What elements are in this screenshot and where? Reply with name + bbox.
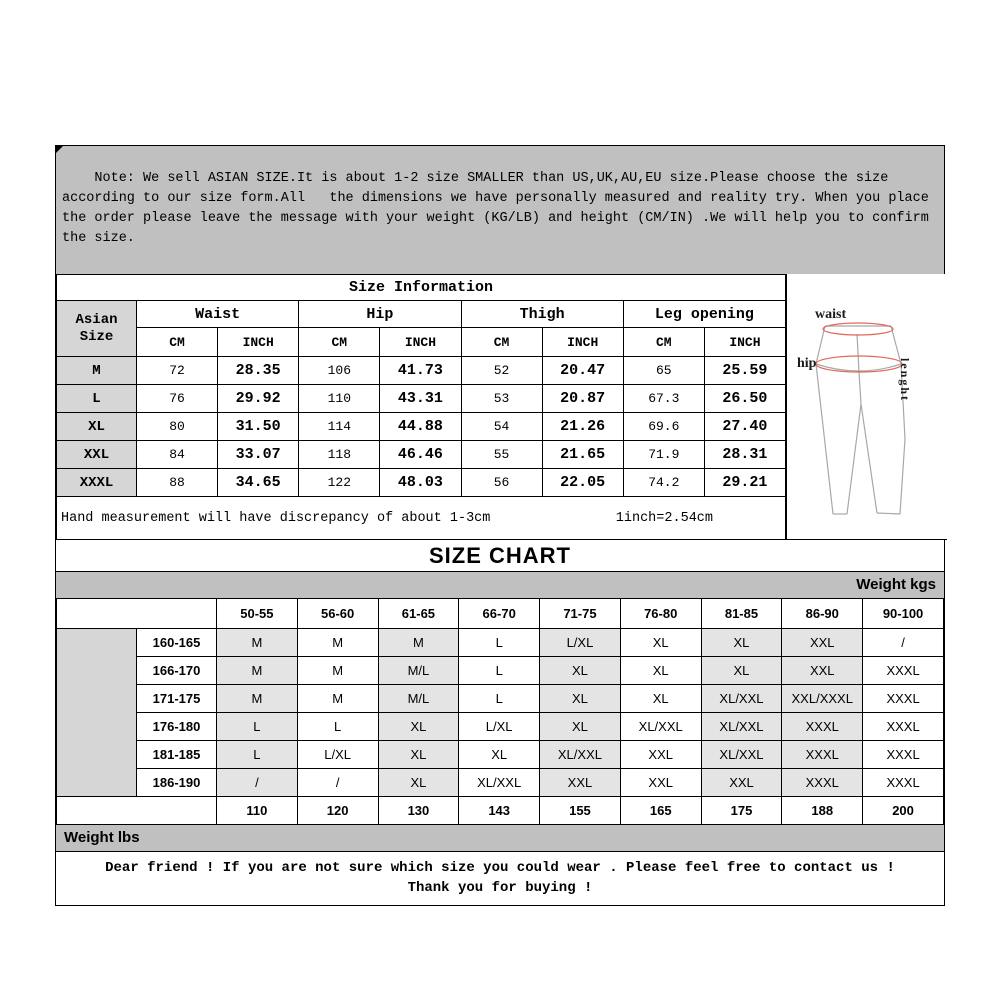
size-recommendation-cell: XL	[378, 741, 459, 769]
size-recommendation-cell: XL	[540, 685, 621, 713]
pants-illustration	[787, 274, 947, 539]
size-recommendation-cell: XXL	[540, 769, 621, 797]
size-recommendation-cell: M	[217, 685, 298, 713]
weight-range-header: 76-80	[620, 599, 701, 629]
cm-value: 69.6	[623, 413, 704, 441]
size-recommendation-cell: XXXL	[863, 657, 944, 685]
weight-range-header: 90-100	[863, 599, 944, 629]
size-recommendation-cell: XXL	[782, 657, 863, 685]
unit-header-row	[57, 328, 786, 357]
size-recommendation-cell: L	[217, 741, 298, 769]
height-range-header: 166-170	[137, 657, 217, 685]
lbs-spacer-cell	[57, 797, 217, 825]
inch-value: 29.21	[704, 469, 785, 497]
matrix-corner-cell	[57, 599, 217, 629]
height-range-header: 176-180	[137, 713, 217, 741]
size-info-row	[57, 413, 786, 441]
size-info-row	[57, 357, 786, 385]
cm-value: 55	[461, 441, 542, 469]
size-recommendation-cell: XL	[620, 657, 701, 685]
cm-value: 53	[461, 385, 542, 413]
inch-value: 41.73	[380, 357, 461, 385]
height-range-header: 160-165	[137, 629, 217, 657]
cm-value: 54	[461, 413, 542, 441]
unit-header-cell: CM	[461, 328, 542, 357]
inch-value: 20.47	[542, 357, 623, 385]
height-range-header: 186-190	[137, 769, 217, 797]
size-recommendation-cell: L	[459, 685, 540, 713]
size-recommendation-cell: /	[217, 769, 298, 797]
size-recommendation-cell: XXXL	[863, 769, 944, 797]
unit-header-cell: CM	[299, 328, 380, 357]
weight-lbs-bar	[56, 825, 944, 851]
pants-outline	[816, 326, 905, 514]
cm-value: 88	[137, 469, 218, 497]
weight-lbs-value: 143	[459, 797, 540, 825]
size-recommendation-cell: /	[297, 769, 378, 797]
weight-range-header: 61-65	[378, 599, 459, 629]
size-recommendation-cell: XXL/XXXL	[782, 685, 863, 713]
weight-range-header: 86-90	[782, 599, 863, 629]
cm-value: 76	[137, 385, 218, 413]
size-recommendation-cell: L	[459, 657, 540, 685]
inch-value: 46.46	[380, 441, 461, 469]
inch-conversion-note: 1inch=2.54cm	[615, 510, 713, 526]
inch-value: 43.31	[380, 385, 461, 413]
weight-kgs-label: Weight kgs	[856, 576, 936, 593]
group-header-row	[57, 301, 786, 328]
size-chart-row	[57, 685, 944, 713]
hip-label: hip	[797, 356, 817, 371]
size-recommendation-cell: XL/XXL	[701, 713, 782, 741]
size-info-row	[57, 385, 786, 413]
inch-value: 33.07	[218, 441, 299, 469]
weight-header-row	[57, 599, 944, 629]
size-recommendation-cell: M	[297, 685, 378, 713]
size-recommendation-cell: M/L	[378, 657, 459, 685]
weight-range-header: 56-60	[297, 599, 378, 629]
cm-value: 84	[137, 441, 218, 469]
size-recommendation-cell: XL	[378, 713, 459, 741]
weight-lbs-value: 200	[863, 797, 944, 825]
size-recommendation-cell: XL	[540, 657, 621, 685]
size-recommendation-cell: XXXL	[782, 769, 863, 797]
size-chart-row	[57, 741, 944, 769]
asian-size-value: XXL	[57, 441, 137, 469]
cm-value: 52	[461, 357, 542, 385]
size-chart-row	[57, 769, 944, 797]
unit-header-cell: INCH	[704, 328, 785, 357]
inch-value: 26.50	[704, 385, 785, 413]
footer-message	[56, 851, 944, 905]
size-recommendation-cell: M	[217, 657, 298, 685]
size-recommendation-cell: L/XL	[540, 629, 621, 657]
note-text: Note: We sell ASIAN SIZE.It is about 1-2 size SMALLER than US,UK,AU,EU size.Please choose the size according to our size form.All the dimensions we have personally measured and reality try. When you place the order please leave the message with your weight (KG/LB) and height (CM/IN) .We will help you to confirm the size.	[62, 171, 937, 246]
cm-value: 65	[623, 357, 704, 385]
cm-value: 114	[299, 413, 380, 441]
weight-kgs-bar	[56, 572, 944, 598]
size-recommendation-cell: XL	[378, 769, 459, 797]
asian-size-value: L	[57, 385, 137, 413]
size-recommendation-cell: XXXL	[863, 741, 944, 769]
size-recommendation-cell: XL/XXL	[540, 741, 621, 769]
asian-size-value: M	[57, 357, 137, 385]
size-recommendation-cell: XL	[459, 741, 540, 769]
cm-value: 67.3	[623, 385, 704, 413]
size-recommendation-cell: XL/XXL	[701, 685, 782, 713]
left-spacer-cell	[57, 629, 137, 797]
weight-lbs-label: Weight lbs	[64, 829, 140, 846]
size-information-table	[56, 274, 786, 540]
size-information-section	[56, 274, 944, 540]
asian-size-header: Asian Size	[57, 301, 137, 357]
cm-value: 106	[299, 357, 380, 385]
thigh-header: Thigh	[461, 301, 623, 328]
size-recommendation-cell: L	[459, 629, 540, 657]
size-recommendation-cell: XL/XXL	[459, 769, 540, 797]
size-chart-row	[57, 657, 944, 685]
corner-mark	[55, 145, 64, 154]
inch-value: 20.87	[542, 385, 623, 413]
unit-header-cell: INCH	[218, 328, 299, 357]
size-info-row	[57, 441, 786, 469]
unit-header-cell: CM	[623, 328, 704, 357]
hand-measurement-note: Hand measurement will have discrepancy of about 1-3cm	[61, 510, 491, 526]
size-information-title: Size Information	[57, 275, 786, 301]
cm-value: 74.2	[623, 469, 704, 497]
size-chart-row	[57, 713, 944, 741]
size-recommendation-cell: L/XL	[459, 713, 540, 741]
inch-value: 28.35	[218, 357, 299, 385]
unit-header-cell: CM	[137, 328, 218, 357]
size-info-row	[57, 469, 786, 497]
waist-measure-line	[823, 323, 893, 335]
size-recommendation-cell: XXXL	[863, 713, 944, 741]
weight-range-header: 66-70	[459, 599, 540, 629]
size-information-title-row	[57, 275, 786, 301]
cm-value: 80	[137, 413, 218, 441]
size-recommendation-cell: L	[217, 713, 298, 741]
size-recommendation-cell: /	[863, 629, 944, 657]
size-recommendation-cell: XL	[701, 629, 782, 657]
cm-value: 122	[299, 469, 380, 497]
waist-label: waist	[815, 307, 847, 322]
weight-lbs-value: 188	[782, 797, 863, 825]
inch-value: 21.26	[542, 413, 623, 441]
weight-lbs-value: 110	[217, 797, 298, 825]
inch-value: 28.31	[704, 441, 785, 469]
inch-value: 29.92	[218, 385, 299, 413]
footer-line-2: Thank you for buying !	[407, 880, 593, 896]
size-chart-body	[57, 629, 944, 797]
size-chart-sheet	[55, 145, 945, 906]
inch-value: 34.65	[218, 469, 299, 497]
size-recommendation-cell: L	[297, 713, 378, 741]
size-recommendation-cell: XL/XXL	[620, 713, 701, 741]
cm-value: 56	[461, 469, 542, 497]
size-recommendation-cell: XXL	[782, 629, 863, 657]
size-recommendation-cell: XL	[701, 657, 782, 685]
size-recommendation-cell: M	[378, 629, 459, 657]
weight-lbs-value: 175	[701, 797, 782, 825]
size-recommendation-cell: XXL	[701, 769, 782, 797]
measurement-note-cell	[57, 497, 786, 540]
weight-lbs-value: 155	[540, 797, 621, 825]
size-recommendation-cell: M/L	[378, 685, 459, 713]
inch-value: 25.59	[704, 357, 785, 385]
size-recommendation-cell: XXL	[620, 741, 701, 769]
footer-line-1: Dear friend ! If you are not sure which size you could wear . Please feel free to contact us !	[105, 860, 895, 876]
inch-value: 31.50	[218, 413, 299, 441]
measurement-note	[57, 511, 785, 526]
size-recommendation-cell: L/XL	[297, 741, 378, 769]
size-recommendation-cell: XXXL	[863, 685, 944, 713]
weight-lbs-value: 130	[378, 797, 459, 825]
size-recommendation-cell: XXL	[620, 769, 701, 797]
unit-header-cell: INCH	[542, 328, 623, 357]
size-recommendation-cell: XXXL	[782, 741, 863, 769]
size-information-body	[57, 357, 786, 497]
unit-header-cell: INCH	[380, 328, 461, 357]
weight-lbs-value: 120	[297, 797, 378, 825]
asian-size-value: XXXL	[57, 469, 137, 497]
size-chart-title: SIZE CHART	[56, 540, 944, 572]
inch-value: 44.88	[380, 413, 461, 441]
cm-value: 72	[137, 357, 218, 385]
size-recommendation-cell: XXXL	[782, 713, 863, 741]
weight-range-header: 71-75	[540, 599, 621, 629]
size-chart-matrix	[56, 598, 944, 825]
cm-value: 110	[299, 385, 380, 413]
leg-opening-header: Leg opening	[623, 301, 785, 328]
inch-value: 27.40	[704, 413, 785, 441]
cm-value: 71.9	[623, 441, 704, 469]
size-recommendation-cell: M	[297, 657, 378, 685]
measurement-note-row	[57, 497, 786, 540]
hip-header: Hip	[299, 301, 461, 328]
weight-range-header: 50-55	[217, 599, 298, 629]
inch-value: 22.05	[542, 469, 623, 497]
size-recommendation-cell: XL	[620, 629, 701, 657]
length-label: lenght	[898, 358, 912, 403]
weight-lbs-row	[57, 797, 944, 825]
size-recommendation-cell: XL	[620, 685, 701, 713]
waist-header: Waist	[137, 301, 299, 328]
weight-lbs-value: 165	[620, 797, 701, 825]
asian-size-value: XL	[57, 413, 137, 441]
size-recommendation-cell: M	[297, 629, 378, 657]
pants-diagram	[786, 274, 947, 540]
note-block	[56, 146, 944, 274]
size-chart-row	[57, 629, 944, 657]
inch-value: 48.03	[380, 469, 461, 497]
size-recommendation-cell: XL	[540, 713, 621, 741]
inch-value: 21.65	[542, 441, 623, 469]
cm-value: 118	[299, 441, 380, 469]
size-recommendation-cell: XL/XXL	[701, 741, 782, 769]
weight-range-header: 81-85	[701, 599, 782, 629]
size-recommendation-cell: M	[217, 629, 298, 657]
height-range-header: 171-175	[137, 685, 217, 713]
height-range-header: 181-185	[137, 741, 217, 769]
